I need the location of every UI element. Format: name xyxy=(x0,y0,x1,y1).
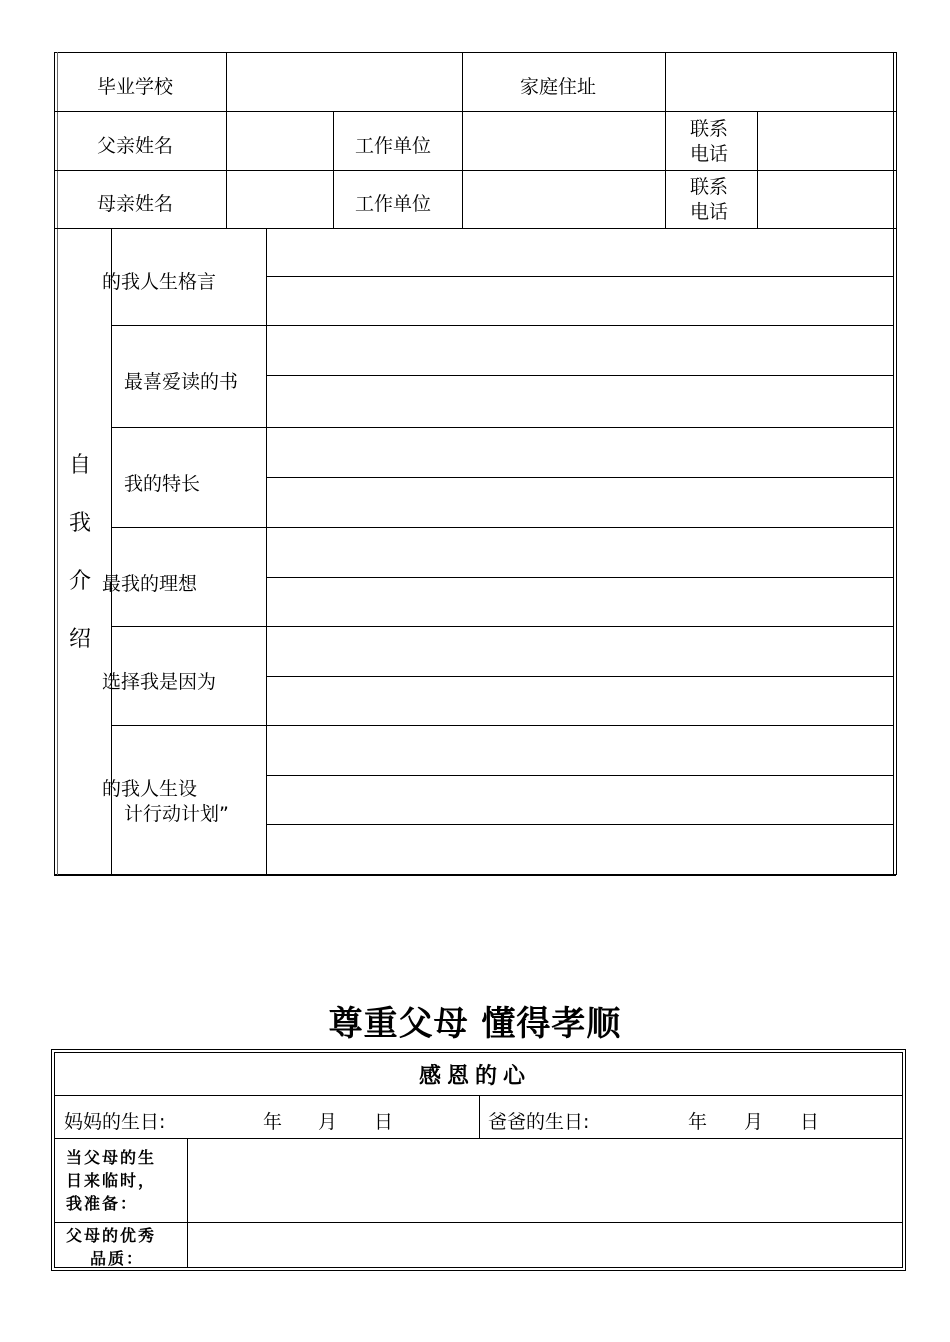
mother-name-label: 母亲姓名 xyxy=(97,193,174,215)
father-name-label: 父亲姓名 xyxy=(97,135,174,157)
dad-birthday-label: 爸爸的生日: xyxy=(488,1111,590,1133)
life-motto-label: 的我人生格言 xyxy=(102,271,217,293)
life-motto-field[interactable] xyxy=(268,230,892,324)
mom-day-label: 日 xyxy=(374,1111,394,1133)
home-address-label: 家庭住址 xyxy=(520,76,597,98)
favorite-book-label: 最喜爱读的书 xyxy=(124,371,239,393)
section-title: 感恩的心 xyxy=(418,1064,531,1089)
self-intro-section-label: 自 我 介 绍 xyxy=(68,453,91,652)
father-phone-field[interactable] xyxy=(759,113,891,169)
mother-work-unit-field[interactable] xyxy=(464,172,664,227)
mother-work-unit-label: 工作单位 xyxy=(355,193,432,215)
home-address-field[interactable] xyxy=(667,54,891,110)
graduate-school-label: 毕业学校 xyxy=(97,76,174,98)
choose-reason-label: 选择我是因为 xyxy=(102,671,217,693)
mother-name-field[interactable] xyxy=(228,172,332,227)
ideal-label: 最我的理想 xyxy=(102,573,198,595)
mom-month-label: 月 xyxy=(318,1111,338,1133)
favorite-book-field[interactable] xyxy=(268,327,892,426)
mom-birthday-label: 妈妈的生日: xyxy=(64,1111,166,1133)
page-title: 尊重父母 懂得孝顺 xyxy=(328,1004,622,1044)
birthday-plan-field[interactable] xyxy=(189,1140,900,1221)
graduate-school-field[interactable] xyxy=(228,54,460,110)
father-phone-label: 联系 电话 xyxy=(690,118,729,165)
dad-year-label: 年 xyxy=(688,1111,708,1133)
father-name-field[interactable] xyxy=(228,113,332,169)
dad-month-label: 月 xyxy=(744,1111,764,1133)
mother-phone-field[interactable] xyxy=(759,172,891,227)
father-work-unit-label: 工作单位 xyxy=(355,135,432,157)
birthday-plan-label: 当父母的生 日来临时， 我准备： xyxy=(66,1148,157,1213)
mom-year-label: 年 xyxy=(263,1111,283,1133)
dad-day-label: 日 xyxy=(800,1111,820,1133)
specialty-label: 我的特长 xyxy=(124,473,201,495)
mother-phone-label: 联系 电话 xyxy=(690,176,729,223)
choose-reason-field[interactable] xyxy=(268,628,892,724)
father-work-unit-field[interactable] xyxy=(464,113,664,169)
ideal-field[interactable] xyxy=(268,529,892,625)
life-plan-field[interactable] xyxy=(268,727,892,873)
parent-qualities-field[interactable] xyxy=(189,1224,900,1266)
parent-qualities-label: 父母的优秀 品质： xyxy=(66,1226,157,1268)
life-plan-label: 的我人生设 计行动计划” xyxy=(102,778,229,825)
specialty-field[interactable] xyxy=(268,429,892,526)
